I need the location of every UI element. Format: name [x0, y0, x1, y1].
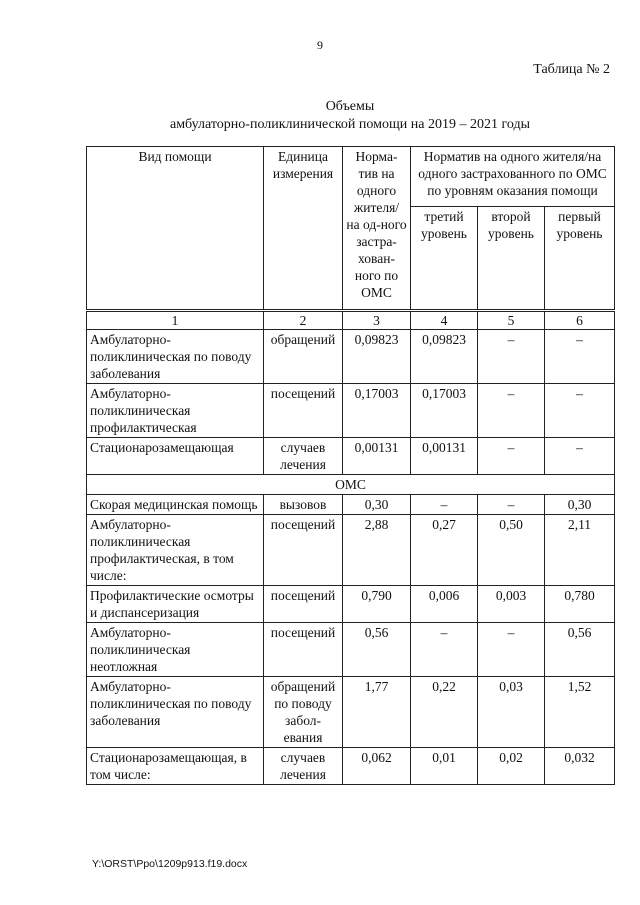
row-level-3: 0,27 — [411, 515, 478, 586]
column-numbers-row — [87, 311, 615, 330]
table-row — [87, 330, 615, 384]
row-care-type: Амбулаторно-поликлиническая по поводу заболевания — [87, 677, 264, 748]
row-level-2: 0,50 — [478, 515, 545, 586]
column-number: 4 — [411, 311, 478, 330]
row-level-3: – — [411, 623, 478, 677]
row-unit: случаев лечения — [264, 748, 343, 785]
row-care-type: Скорая медицинская помощь — [87, 495, 264, 515]
table-row — [87, 495, 615, 515]
row-norm: 0,00131 — [343, 438, 411, 475]
header-level-2: второй уровень — [478, 207, 545, 311]
row-level-1: – — [545, 330, 615, 384]
row-level-1: 0,032 — [545, 748, 615, 785]
table-row — [87, 677, 615, 748]
row-unit: посещений — [264, 623, 343, 677]
row-level-3: 0,22 — [411, 677, 478, 748]
row-norm: 2,88 — [343, 515, 411, 586]
file-path-footer: Y:\ORST\Ppo\1209p913.f19.docx — [92, 858, 248, 870]
row-care-type: Амбулаторно-поликлиническая профилактическая — [87, 384, 264, 438]
row-unit: обращений по поводу забол-евания — [264, 677, 343, 748]
row-care-type: Профилактические осмотры и диспансеризация — [87, 586, 264, 623]
row-norm: 0,790 — [343, 586, 411, 623]
row-unit: посещений — [264, 515, 343, 586]
row-level-2: – — [478, 495, 545, 515]
row-norm: 0,56 — [343, 623, 411, 677]
row-norm: 0,09823 — [343, 330, 411, 384]
header-care-type: Вид помощи — [87, 147, 264, 311]
header-level-1: первый уровень — [545, 207, 615, 311]
row-level-1: – — [545, 438, 615, 475]
row-level-3: 0,17003 — [411, 384, 478, 438]
table-row — [87, 438, 615, 475]
row-norm: 0,062 — [343, 748, 411, 785]
row-level-1: 1,52 — [545, 677, 615, 748]
row-care-type: Стационарозамещающая — [87, 438, 264, 475]
document-title — [0, 98, 640, 134]
row-care-type: Амбулаторно-поликлиническая по поводу заболевания — [87, 330, 264, 384]
row-unit: случаев лечения — [264, 438, 343, 475]
row-level-2: – — [478, 438, 545, 475]
row-level-2: – — [478, 384, 545, 438]
header-row-1 — [87, 147, 615, 207]
table-row — [87, 748, 615, 785]
page-number: 9 — [317, 38, 323, 52]
row-care-type: Амбулаторно-поликлиническая профилактическая, в том числе: — [87, 515, 264, 586]
row-unit: вызовов — [264, 495, 343, 515]
column-number: 5 — [478, 311, 545, 330]
row-level-2: – — [478, 623, 545, 677]
table-row — [87, 586, 615, 623]
row-level-2: – — [478, 330, 545, 384]
volumes-table — [86, 146, 615, 785]
row-level-1: 0,30 — [545, 495, 615, 515]
header-level-3: третий уровень — [411, 207, 478, 311]
row-norm: 1,77 — [343, 677, 411, 748]
header-norm: Норма-тив на одного жителя/ на од-ного застра-хован-ного по ОМС — [343, 147, 411, 311]
row-unit: посещений — [264, 384, 343, 438]
column-number: 6 — [545, 311, 615, 330]
table-row — [87, 623, 615, 677]
row-unit: обращений — [264, 330, 343, 384]
row-level-2: 0,003 — [478, 586, 545, 623]
row-care-type: Стационарозамещающая, в том числе: — [87, 748, 264, 785]
row-level-1: 0,780 — [545, 586, 615, 623]
row-level-1: 2,11 — [545, 515, 615, 586]
section-label: ОМС — [87, 475, 615, 495]
row-unit: посещений — [264, 586, 343, 623]
title-line-1: Объемы — [325, 99, 375, 114]
row-norm: 0,30 — [343, 495, 411, 515]
row-level-3: 0,09823 — [411, 330, 478, 384]
column-number: 2 — [264, 311, 343, 330]
row-level-2: 0,03 — [478, 677, 545, 748]
row-level-1: 0,56 — [545, 623, 615, 677]
table-row — [87, 515, 615, 586]
header-levels-group: Норматив на одного жителя/на одного застрахованного по ОМС по уровням оказания помощи — [411, 147, 615, 207]
title-line-2: амбулаторно-поликлинической помощи на 2019 – 2021 годы — [169, 117, 530, 132]
column-number: 3 — [343, 311, 411, 330]
header-unit: Единица измерения — [264, 147, 343, 311]
row-norm: 0,17003 — [343, 384, 411, 438]
row-level-3: 0,006 — [411, 586, 478, 623]
row-level-3: 0,01 — [411, 748, 478, 785]
row-level-2: 0,02 — [478, 748, 545, 785]
row-level-3: 0,00131 — [411, 438, 478, 475]
row-level-1: – — [545, 384, 615, 438]
table-label: Таблица № 2 — [533, 62, 610, 77]
table-row — [87, 384, 615, 438]
section-row-oms — [87, 475, 615, 495]
row-level-3: – — [411, 495, 478, 515]
column-number: 1 — [87, 311, 264, 330]
row-care-type: Амбулаторно-поликлиническая неотложная — [87, 623, 264, 677]
